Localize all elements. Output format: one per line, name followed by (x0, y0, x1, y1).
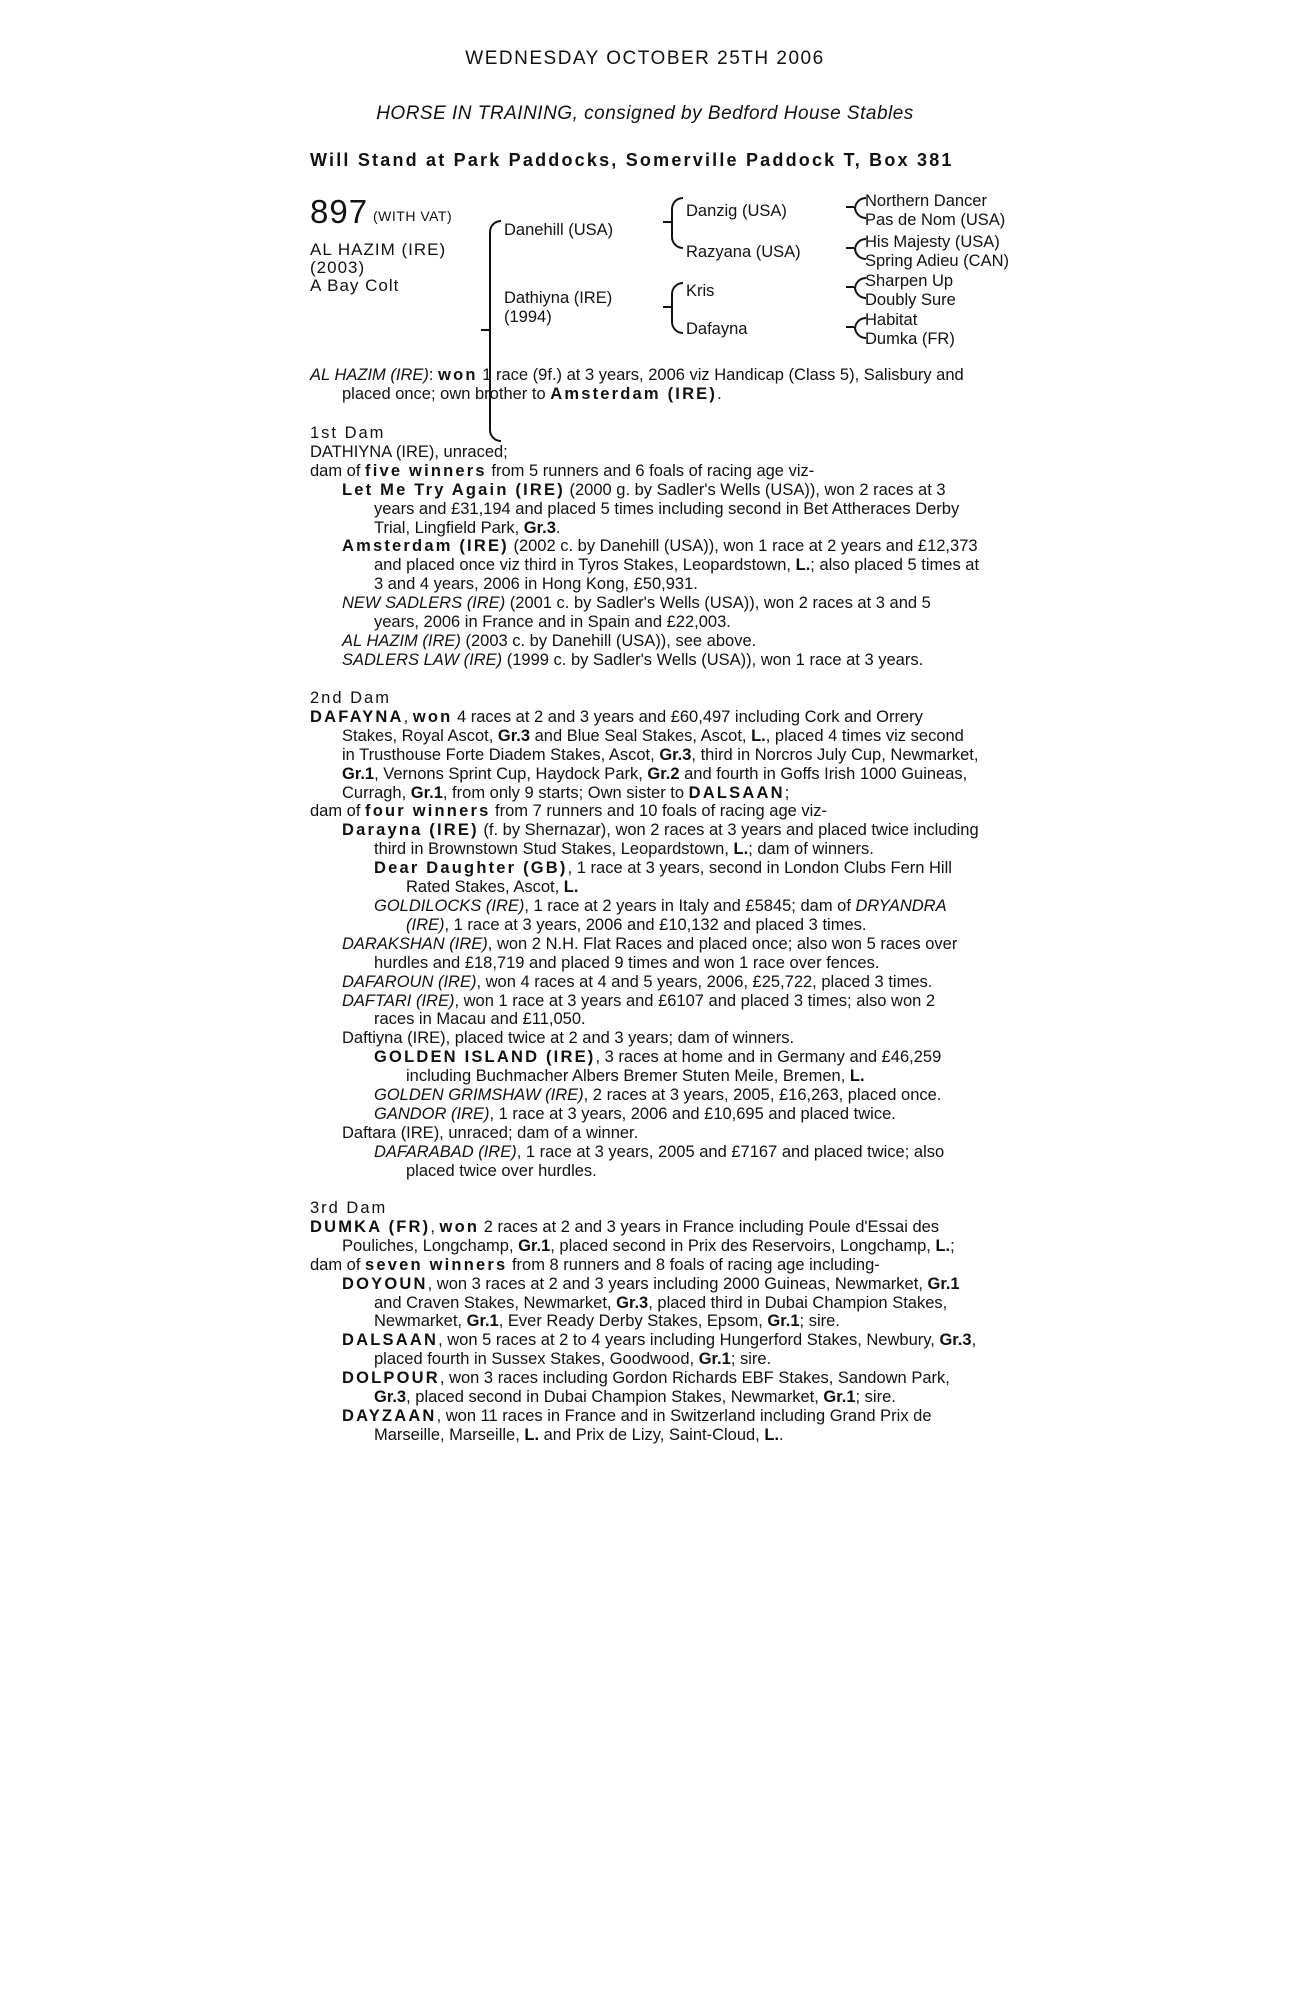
pedigree-dam-dam: Dafayna (686, 320, 748, 338)
brace-notch (663, 306, 671, 308)
produce-entry: Daftara (IRE), unraced; dam of a winner. (342, 1123, 639, 1142)
produce-entry: DOLPOUR, won 3 races including Gordon Richards EBF Stakes, Sandown Park, Gr.3, placed second in Dubai Champion Stakes, Newmarket, Gr.1; sire. (342, 1369, 950, 1407)
vat-note: (WITH VAT) (373, 208, 453, 224)
pedigree-sire: Danehill (USA) (504, 221, 614, 239)
produce-entry: Dear Daughter (GB), 1 race at 3 years, second in London Clubs Fern Hill Rated Stakes, Ascot, L. (374, 859, 952, 897)
produce-entry: GOLDILOCKS (IRE), 1 race at 2 years in Italy and £5845; dam of DRYANDRA (IRE), 1 race at 3 years, 2006 and £10,132 and placed 3 times. (374, 896, 946, 934)
produce-entry: DOYOUN, won 3 races at 2 and 3 years including 2000 Guineas, Newmarket, Gr.1 and Craven Stakes, Newmarket, Gr.3, placed third in Dubai Champion Stakes, Newmarket, Gr.1, Ever Ready Derby Stakes, Epsom, Gr.1; sire. (342, 1274, 960, 1331)
section-heading: 2nd Dam (310, 689, 391, 707)
pedigree-dam-year: (1994) (504, 308, 552, 326)
pedigree-g7: Habitat (865, 311, 918, 329)
consignment-line: HORSE IN TRAINING, consigned by Bedford House Stables (376, 103, 914, 124)
sire-dam-brace (489, 220, 501, 332)
produce-entry: DAFARABAD (IRE), 1 race at 3 years, 2005 and £7167 and placed twice; also placed twice over hurdles. (374, 1142, 945, 1180)
produce-entry: DAFAROUN (IRE), won 4 races at 4 and 5 years, 2006, £25,722, placed 3 times. (342, 972, 933, 991)
brace-notch (846, 326, 854, 328)
brace-notch (481, 329, 489, 331)
first-dam-section (310, 424, 980, 670)
produce-entry: DAFTARI (IRE), won 1 race at 3 years and £6107 and placed 3 times; also won 2 races in Macau and £11,050. (342, 991, 936, 1029)
pedigree-g1: Northern Dancer (865, 192, 987, 210)
dam-brace-lower (671, 307, 683, 334)
dam-line: DATHIYNA (IRE), unraced; (310, 442, 508, 461)
sale-date: WEDNESDAY OCTOBER 25TH 2006 (465, 48, 825, 69)
third-dam-section (310, 1199, 980, 1445)
pedigree-g2: Pas de Nom (USA) (865, 211, 1006, 229)
pedigree-g5: Sharpen Up (865, 272, 954, 290)
summary-paragraph: AL HAZIM (IRE): won 1 race (9f.) at 3 years, 2006 viz Handicap (Class 5), Salisbury and placed once; own brother to Amsterdam (IRE). (310, 366, 964, 403)
sire-brace-lower (671, 222, 683, 249)
pedigree-g4: Spring Adieu (CAN) (865, 252, 1009, 270)
sire-brace (671, 197, 683, 224)
brace-notch (663, 221, 671, 223)
produce-entry: Darayna (IRE) (f. by Shernazar), won 2 races at 3 years and placed twice including third in Brownstown Stud Stakes, Leopardstown, L.; dam of winners. (342, 821, 979, 859)
produce-entry: GANDOR (IRE), 1 race at 3 years, 2006 and £10,695 and placed twice. (374, 1104, 896, 1123)
brace-notch (846, 286, 854, 288)
brace-notch (846, 206, 854, 208)
second-dam-section (310, 689, 980, 1181)
produce-entry: DALSAAN, won 5 races at 2 to 4 years including Hungerford Stakes, Newbury, Gr.3, placed fourth in Sussex Stakes, Goodwood, Gr.1; sire. (342, 1331, 977, 1369)
produce-summary: dam of seven winners from 8 runners and 8 foals of racing age including- (310, 1255, 880, 1274)
produce-entry: Let Me Try Again (IRE) (2000 g. by Sadler's Wells (USA)), won 2 races at 3 years and £31,194 and placed 5 times including second in Bet Attheraces Derby Trial, Lingfield Park, Gr.3. (342, 480, 960, 537)
section-heading: 3rd Dam (310, 1199, 388, 1217)
horse-identity (310, 241, 446, 295)
stand-location: Will Stand at Park Paddocks, Somerville Paddock T, Box 381 (310, 150, 954, 170)
pedigree-sire-dam: Razyana (USA) (686, 243, 801, 261)
horse-description: A Bay Colt (310, 276, 400, 295)
dam-brace (671, 282, 683, 309)
produce-summary: dam of five winners from 5 runners and 6 foals of racing age viz- (310, 461, 815, 480)
produce-entry: SADLERS LAW (IRE) (1999 c. by Sadler's Wells (USA)), won 1 race at 3 years. (342, 650, 924, 669)
produce-entry: NEW SADLERS (IRE) (2001 c. by Sadler's Wells (USA)), won 2 races at 3 and 5 years, 2006 in France and in Spain and £22,003. (342, 594, 931, 632)
dam-line: DAFAYNA, won 4 races at 2 and 3 years and £60,497 including Cork and Orrery Stakes, Royal Ascot, Gr.3 and Blue Seal Stakes, Ascot, L., placed 4 times viz second in Trusthouse Forte Diadem Stakes, Ascot, Gr.3, third in Norcros July Cup, Newmarket, Gr.1, Vernons Sprint Cup, Haydock Park, Gr.2 and fourth in Goffs Irish 1000 Guineas, Curragh, Gr.1, from only 9 starts; Own sister to DALSAAN; (310, 707, 979, 802)
produce-entry: Daftiyna (IRE), placed twice at 2 and 3 years; dam of winners. (342, 1029, 795, 1048)
produce-entry: GOLDEN GRIMSHAW (IRE), 2 races at 3 years, 2005, £16,263, placed once. (374, 1086, 942, 1105)
produce-entry: DAYZAAN, won 11 races in France and in Switzerland including Grand Prix de Marseille, Marseille, L. and Prix de Lizy, Saint-Cloud, L.. (342, 1406, 932, 1444)
pedigree-g8: Dumka (FR) (865, 330, 955, 348)
produce-entry: GOLDEN ISLAND (IRE), 3 races at home and in Germany and £46,259 including Buchmacher Albers Bremer Stuten Meile, Bremen, L. (374, 1048, 942, 1086)
brace-notch (846, 247, 854, 249)
pedigree-g3: His Majesty (USA) (865, 233, 1000, 251)
pedigree-dam: Dathiyna (IRE) (504, 289, 613, 307)
horse-name: AL HAZIM (IRE) (310, 240, 447, 259)
produce-summary: dam of four winners from 7 runners and 10 foals of racing age viz- (310, 802, 828, 821)
lot-number: 897 (310, 193, 369, 230)
produce-entry: AL HAZIM (IRE) (2003 c. by Danehill (USA)), see above. (342, 631, 757, 650)
produce-entry: DARAKSHAN (IRE), won 2 N.H. Flat Races and placed once; also won 5 races over hurdles and £18,719 and placed 9 times and won 1 race over fences. (342, 934, 958, 972)
pedigree-dam-sire: Kris (686, 282, 715, 300)
produce-entry: Amsterdam (IRE) (2002 c. by Danehill (USA)), won 1 race at 2 years and £12,373 and placed once viz third in Tyros Stakes, Leopardstown, L.; also placed 5 times at 3 and 4 years, 2006 in Hong Kong, £50,931. (342, 537, 980, 594)
performance-summary (310, 366, 980, 404)
pedigree-g6: Doubly Sure (865, 291, 956, 309)
horse-year: (2003) (310, 258, 366, 277)
dam-line: DUMKA (FR), won 2 races at 2 and 3 years in France including Poule d'Essai des Pouliches, Longchamp, Gr.1, placed second in Prix des Reservoirs, Longchamp, L.; (310, 1217, 955, 1255)
section-heading: 1st Dam (310, 424, 386, 442)
pedigree-sire-sire: Danzig (USA) (686, 202, 787, 220)
